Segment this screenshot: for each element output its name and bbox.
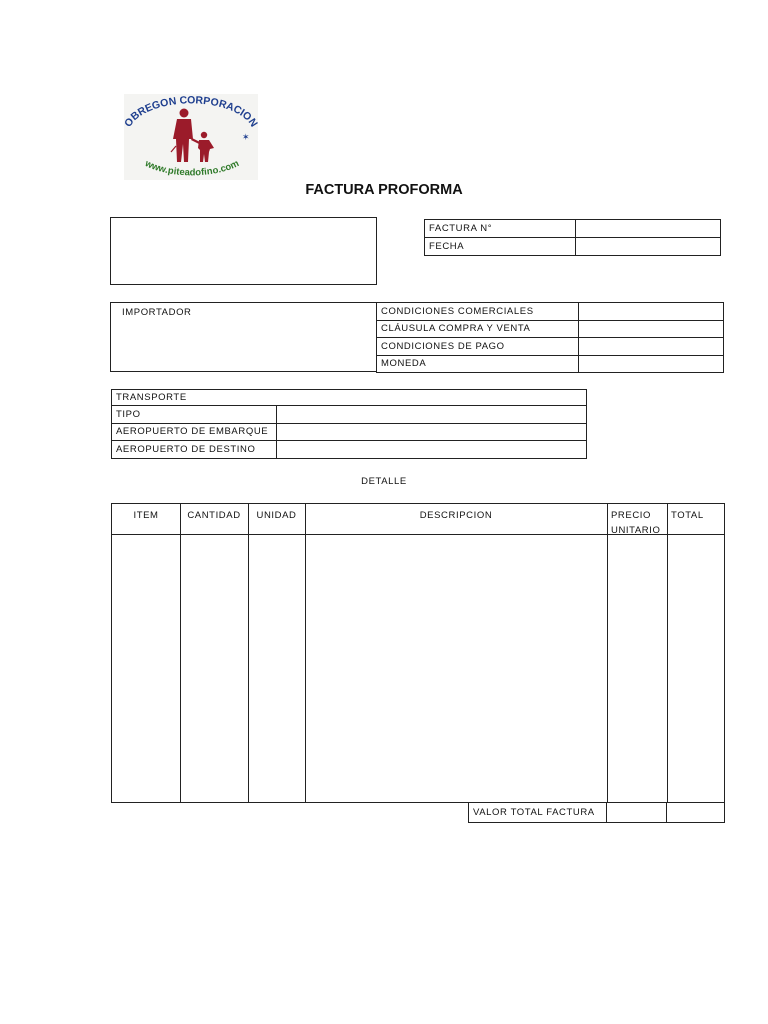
column-header-unit-price: PRECIO UNITARIO bbox=[611, 510, 661, 536]
condition-label: CONDICIONES COMERCIALES bbox=[377, 303, 579, 321]
invoice-date-field[interactable] bbox=[576, 238, 721, 256]
column-header-total: TOTAL bbox=[671, 510, 704, 521]
condition-value[interactable] bbox=[579, 320, 724, 338]
detail-heading: DETALLE bbox=[361, 476, 407, 487]
seller-address-box bbox=[110, 217, 377, 285]
invoice-total-table bbox=[468, 802, 725, 823]
transport-table bbox=[111, 389, 587, 459]
page-title: FACTURA PROFORMA bbox=[305, 182, 463, 198]
column-header-unit: UNIDAD bbox=[256, 510, 297, 521]
logo-graphic bbox=[124, 94, 258, 180]
invoice-total-value[interactable] bbox=[667, 803, 725, 823]
column-divider bbox=[248, 504, 249, 802]
conditions-table bbox=[376, 302, 724, 373]
transport-value[interactable] bbox=[277, 406, 587, 424]
condition-value[interactable] bbox=[579, 355, 724, 373]
column-divider bbox=[180, 504, 181, 802]
detail-table[interactable] bbox=[111, 503, 725, 803]
transport-label: AEROPUERTO DE DESTINO bbox=[112, 441, 277, 459]
invoice-number-label: FACTURA N° bbox=[425, 220, 576, 238]
condition-label: MONEDA bbox=[377, 355, 579, 373]
condition-value[interactable] bbox=[579, 338, 724, 356]
condition-value[interactable] bbox=[579, 303, 724, 321]
invoice-info-table bbox=[424, 219, 721, 256]
invoice-date-label: FECHA bbox=[425, 238, 576, 256]
column-header-description: DESCRIPCION bbox=[419, 510, 493, 521]
column-header-item: ITEM bbox=[133, 510, 159, 521]
column-header-quantity: CANTIDAD bbox=[187, 510, 241, 521]
condition-label: CLÁUSULA COMPRA Y VENTA bbox=[377, 320, 579, 338]
transport-label: AEROPUERTO DE EMBARQUE bbox=[112, 423, 277, 441]
transport-value[interactable] bbox=[277, 441, 587, 459]
condition-label: CONDICIONES DE PAGO bbox=[377, 338, 579, 356]
company-logo bbox=[124, 94, 258, 180]
invoice-total-label: VALOR TOTAL FACTURA bbox=[469, 803, 607, 823]
column-divider bbox=[667, 504, 668, 802]
logo-top-text: BREGON CORPORACIO bbox=[128, 94, 254, 124]
transport-header: TRANSPORTE bbox=[112, 390, 587, 406]
invoice-number-field[interactable] bbox=[576, 220, 721, 238]
importer-box[interactable] bbox=[110, 302, 377, 372]
column-divider bbox=[607, 504, 608, 802]
logo-bottom-text: www.piteadofino.com bbox=[143, 158, 241, 179]
invoice-total-subcell[interactable] bbox=[607, 803, 667, 823]
transport-label: TIPO bbox=[112, 406, 277, 424]
column-divider bbox=[305, 504, 306, 802]
importer-label: IMPORTADOR bbox=[122, 307, 192, 318]
transport-value[interactable] bbox=[277, 423, 587, 441]
svg-text:✶: ✶ bbox=[242, 132, 250, 142]
